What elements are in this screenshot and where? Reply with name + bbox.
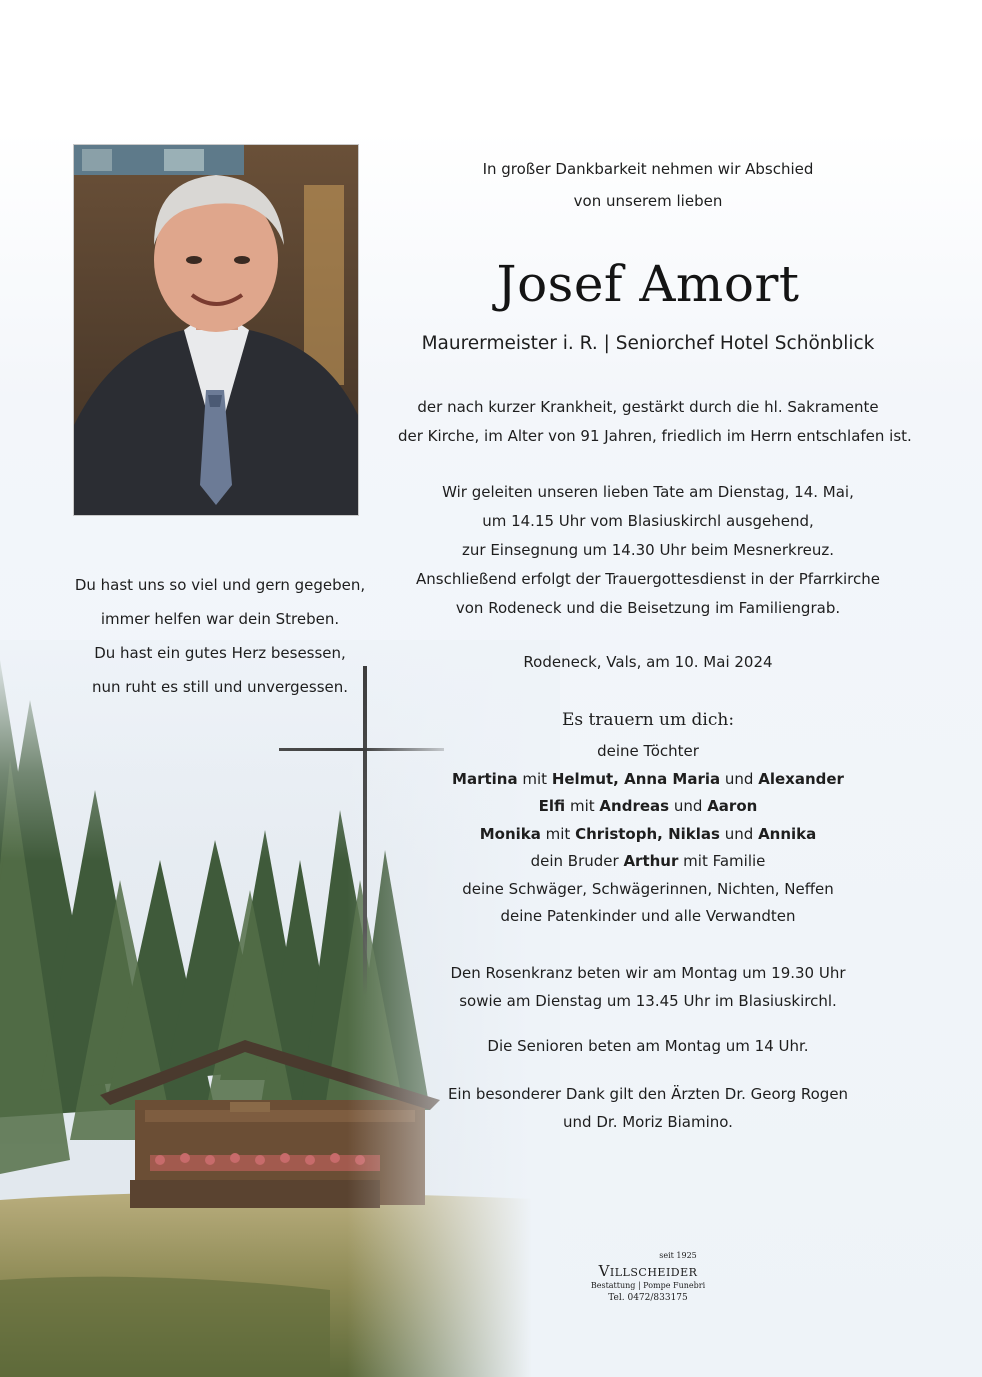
- connector: mit: [522, 769, 548, 788]
- funeral-text: [398, 478, 898, 623]
- mourner-name: Monika: [479, 824, 541, 843]
- mourners-list: [398, 738, 898, 931]
- thanks-text: [398, 1080, 898, 1136]
- deceased-profession: Maurermeister i. R. | Seniorchef Hotel Schönblick: [421, 333, 875, 354]
- funeral-line: von Rodeneck und die Beisetzung im Familiengrab.: [455, 599, 841, 617]
- poem: [40, 568, 400, 704]
- mourner-name: Elfi: [538, 797, 566, 815]
- mourners-line: [398, 793, 898, 821]
- mourner-name: Annika: [758, 824, 817, 843]
- mourner-name: Arthur: [623, 852, 679, 870]
- mourner-name: Christoph, Niklas: [575, 824, 720, 843]
- funeral-line: um 14.15 Uhr vom Blasiuskirchl ausgehend,: [482, 512, 814, 530]
- poem-line: Du hast ein gutes Herz besessen,: [94, 644, 346, 662]
- logo-name: Villscheider: [598, 1262, 698, 1280]
- connector: und: [724, 769, 754, 788]
- connector: und: [724, 824, 754, 843]
- poem-line: nun ruht es still und unvergessen.: [91, 678, 349, 696]
- passing-line: der Kirche, im Alter von 91 Jahren, friedlich im Herrn entschlafen ist.: [398, 427, 912, 445]
- mourners-line: [398, 766, 898, 794]
- passing-text: [398, 393, 912, 451]
- mourners-heading: Es trauern um dich:: [561, 710, 735, 730]
- funeral-line: Wir geleiten unseren lieben Tate am Dienstag, 14. Mai,: [442, 483, 854, 501]
- funeral-line: zur Einsegnung um 14.30 Uhr beim Mesnerkreuz.: [462, 541, 834, 559]
- cross-vertical-beam: [363, 666, 367, 996]
- mourners-line: [398, 821, 898, 849]
- mourner-name: Aaron: [707, 797, 758, 815]
- connector: mit: [569, 797, 595, 815]
- seniors-text: Die Senioren beten am Montag um 14 Uhr.: [487, 1037, 809, 1055]
- mourner-name: Helmut, Anna Maria: [551, 769, 721, 788]
- deceased-name: Josef Amort: [496, 255, 800, 313]
- intro-line: von unserem lieben: [573, 192, 723, 210]
- poem-line: Du hast uns so viel und gern gegeben,: [74, 576, 366, 594]
- logo-phone: Tel. 0472/833175: [608, 1293, 688, 1303]
- mourners-godchildren: deine Patenkinder und alle Verwandten: [500, 907, 796, 925]
- connector: und: [673, 797, 703, 815]
- portrait-image: [74, 145, 358, 515]
- rosary-line: sowie am Dienstag um 13.45 Uhr im Blasiuskirchl.: [459, 992, 837, 1010]
- connector: mit: [545, 824, 571, 843]
- rosary-text: [398, 959, 898, 1015]
- portrait-photo: [73, 144, 359, 516]
- connector: dein Bruder: [530, 852, 619, 870]
- funeral-line: Anschließend erfolgt der Trauergottesdienst in der Pfarrkirche: [416, 570, 880, 588]
- mourner-name: Martina: [452, 769, 518, 788]
- passing-line: der nach kurzer Krankheit, gestärkt durch die hl. Sakramente: [417, 398, 879, 416]
- place-date: Rodeneck, Vals, am 10. Mai 2024: [523, 653, 773, 671]
- logo-since: seit 1925: [659, 1251, 697, 1260]
- mourners-daughters-label: deine Töchter: [597, 742, 699, 760]
- mourners-inlaws: deine Schwäger, Schwägerinnen, Nichten, Neffen: [462, 879, 834, 898]
- intro-text: [398, 153, 898, 217]
- funeral-home-logo: [548, 1250, 748, 1305]
- intro-line: In großer Dankbarkeit nehmen wir Abschied: [482, 160, 814, 178]
- connector: mit Familie: [683, 852, 766, 870]
- thanks-line: Ein besonderer Dank gilt den Ärzten Dr. Georg Rogen: [447, 1085, 849, 1103]
- mourners-brother-line: [398, 848, 898, 876]
- rosary-line: Den Rosenkranz beten wir am Montag um 19.30 Uhr: [450, 964, 846, 982]
- mourner-name: Alexander: [758, 769, 844, 788]
- poem-line: immer helfen war dein Streben.: [100, 610, 340, 628]
- mourner-name: Andreas: [599, 797, 670, 815]
- logo-subtitle: Bestattung | Pompe Funebri: [590, 1281, 706, 1290]
- thanks-line: und Dr. Moriz Biamino.: [563, 1113, 733, 1131]
